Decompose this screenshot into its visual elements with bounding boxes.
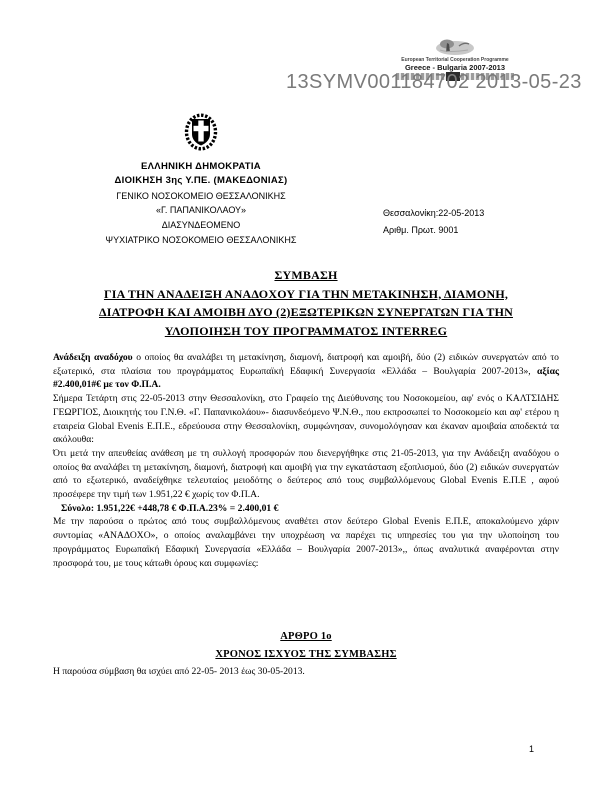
date-protocol-block	[383, 205, 484, 239]
article-1-body: Η παρούσα σύμβαση θα ισχύει από 22-05- 2013 έως 30-05-2013.	[53, 666, 305, 677]
protocol-number: Αριθμ. Πρωτ. 9001	[383, 225, 459, 235]
header-line-connected: ΔΙΑΣΥΝΔΕΟΜΕΝΟ	[161, 219, 241, 230]
total-amount-line: Σύνολο: 1.951,22€ +448,78 € Φ.Π.Α.23% = 2.400,01 €	[61, 502, 279, 514]
header-line-administration: ΔΙΟΙΚΗΣΗ 3ης Υ.ΠΕ. (ΜΑΚΕΔΟΝΙΑΣ)	[114, 175, 288, 187]
header-line-hospital: ΓΕΝΙΚΟ ΝΟΣΟΚΟΜΕΙΟ ΘΕΣΣΑΛΟΝΙΚΗΣ	[116, 190, 286, 201]
title-line-2: ΓΙΑ ΤΗΝ ΑΝΑΔΕΙΞΗ ΑΝΑΔΟΧΟΥ ΓΙΑ ΤΗΝ ΜΕΤΑΚΙΝΗΣΗ, ΔΙΑΜΟΝΗ,	[103, 286, 509, 301]
logo-subtitle: European Territorial Cooperation Programme	[401, 57, 509, 63]
header-line-psychiatric: ΨΥΧΙΑΤΡΙΚΟ ΝΟΣΟΚΟΜΕΙΟ ΘΕΣΣΑΛΟΝΙΚΗΣ	[105, 234, 297, 245]
watermark-registry-code: 13SYMV001184702 2013-05-23	[286, 71, 582, 93]
header-line-hospital-name: «Γ. ΠΑΠΑΝΙΚΟΛΑΟΥ»	[155, 205, 247, 216]
title-line-3: ΔΙΑΤΡΟΦΗ ΚΑΙ ΑΜΟΙΒΗ ΔΥΟ (2)ΕΞΩΤΕΡΙΚΩΝ ΣΥΝΕΡΓΑΤΩΝ ΓΙΑ ΤΗΝ	[98, 305, 513, 319]
page-number: 1	[529, 744, 535, 754]
article-1-heading	[53, 628, 559, 664]
paragraph-award-subject: Ανάδειξη αναδόχου ο οποίος θα αναλάβει τη μετακίνηση, διαμονή, διατροφή και αμοιβή, δύο (2) ειδικών συνεργατών από το εξωτερικό, στα πλαίσια του προγράμματος Ευρωπαϊκή Εδαφική Συνεργασία «Ελλάδα – Βουλγαρία 2007-2013», αξίας #2.400,01#€ με τον Φ.Π.Α.	[53, 352, 559, 391]
contract-title	[53, 266, 559, 340]
header-line-republic: ΕΛΛΗΝΙΚΗ ΔΗΜΟΚΡΑΤΙΑ	[141, 160, 261, 172]
government-header	[55, 112, 347, 247]
contract-body	[53, 351, 559, 570]
article-number: ΑΡΘΡΟ 1ο	[280, 631, 332, 642]
paragraph-parties: Σήμερα Τετάρτη στις 22-05-2013 στην Θεσσαλονίκη, στο Γραφείο της Διεύθυνσης του Νοσοκομείου, αφ' ενός ο ΚΑΛΤΣΙΔΗΣ ΓΕΩΡΓΙΟΣ, Διοικητής του Γ.Ν.Θ. «Γ. Παπανικολάου»- διασυνδεόμενο Ψ.Ν.Θ., που εκπροσωπεί το Νοσοκομείο και αφ' ετέρου η εταιρεία Global Evenis Ε.Π.Ε., εδρεύουσα στην Θεσσαλονίκη, συμφώνησαν, συνομολόγησαν και έκαναν αμοιβαία αποδεκτά τα ακόλουθα:	[53, 393, 559, 446]
city-date: Θεσσαλονίκη:22-05-2013	[383, 208, 485, 218]
title-line-4: ΥΛΟΠΟΙΗΣΗ ΤΟΥ ΠΡΟΓΡΑΜΜΑΤΟΣ INTERREG	[164, 323, 448, 338]
article-title: ΧΡΟΝΟΣ ΙΣΧΥΟΣ ΤΗΣ ΣΥΜΒΑΣΗΣ	[215, 649, 397, 660]
logo-title: Greece - Bulgaria 2007-2013	[404, 63, 506, 72]
paragraph-procurement: Ότι μετά την απευθείας ανάθεση με τη συλλογή προσφορών που διενεργήθηκε στις 21-05-2013, για την Ανάδειξη αναδόχου ο οποίος θα αναλάβει τη μετακίνηση, διαμονή, διατροφή και αμοιβή για την εγκατάσταση εξοπλισμού, δύο (2) ειδικών συνεργατών από το εξωτερικό, αναδείχθηκε τελευταίος μειοδότης ο δεύτερος από τους συμβαλλόμενους Global Evenis Ε.Π.Ε , αφού προσέφερε την τιμή των 1.951,22 € χωρίς τον Φ.Π.Α.	[53, 447, 559, 501]
greek-coat-of-arms-icon	[182, 112, 220, 152]
title-line-1: ΣΥΜΒΑΣΗ	[274, 268, 338, 282]
paragraph-assignment: Με την παρούσα ο πρώτος από τους συμβαλλόμενους αναθέτει στον δεύτερο Global Evenis Ε.Π.Ε, αποκαλούμενο χάριν συντομίας «ΑΝΑΔΟΧΟ», ο οποίος αναλαμβάνει την υποχρέωση να παρέχει τις υπηρεσίες του για την υλοποίηση του προγράμματος Ευρωπαϊκή Εδαφική Συνεργασία «Ελλάδα – Βουλγαρία 2007-2013»,, όπως αναλυτικά αναφέρονται στην προσφορά του, με τους κάτωθι όρους και συμφωνίες:	[53, 516, 559, 569]
landscape-tree-logo-icon	[434, 36, 476, 56]
